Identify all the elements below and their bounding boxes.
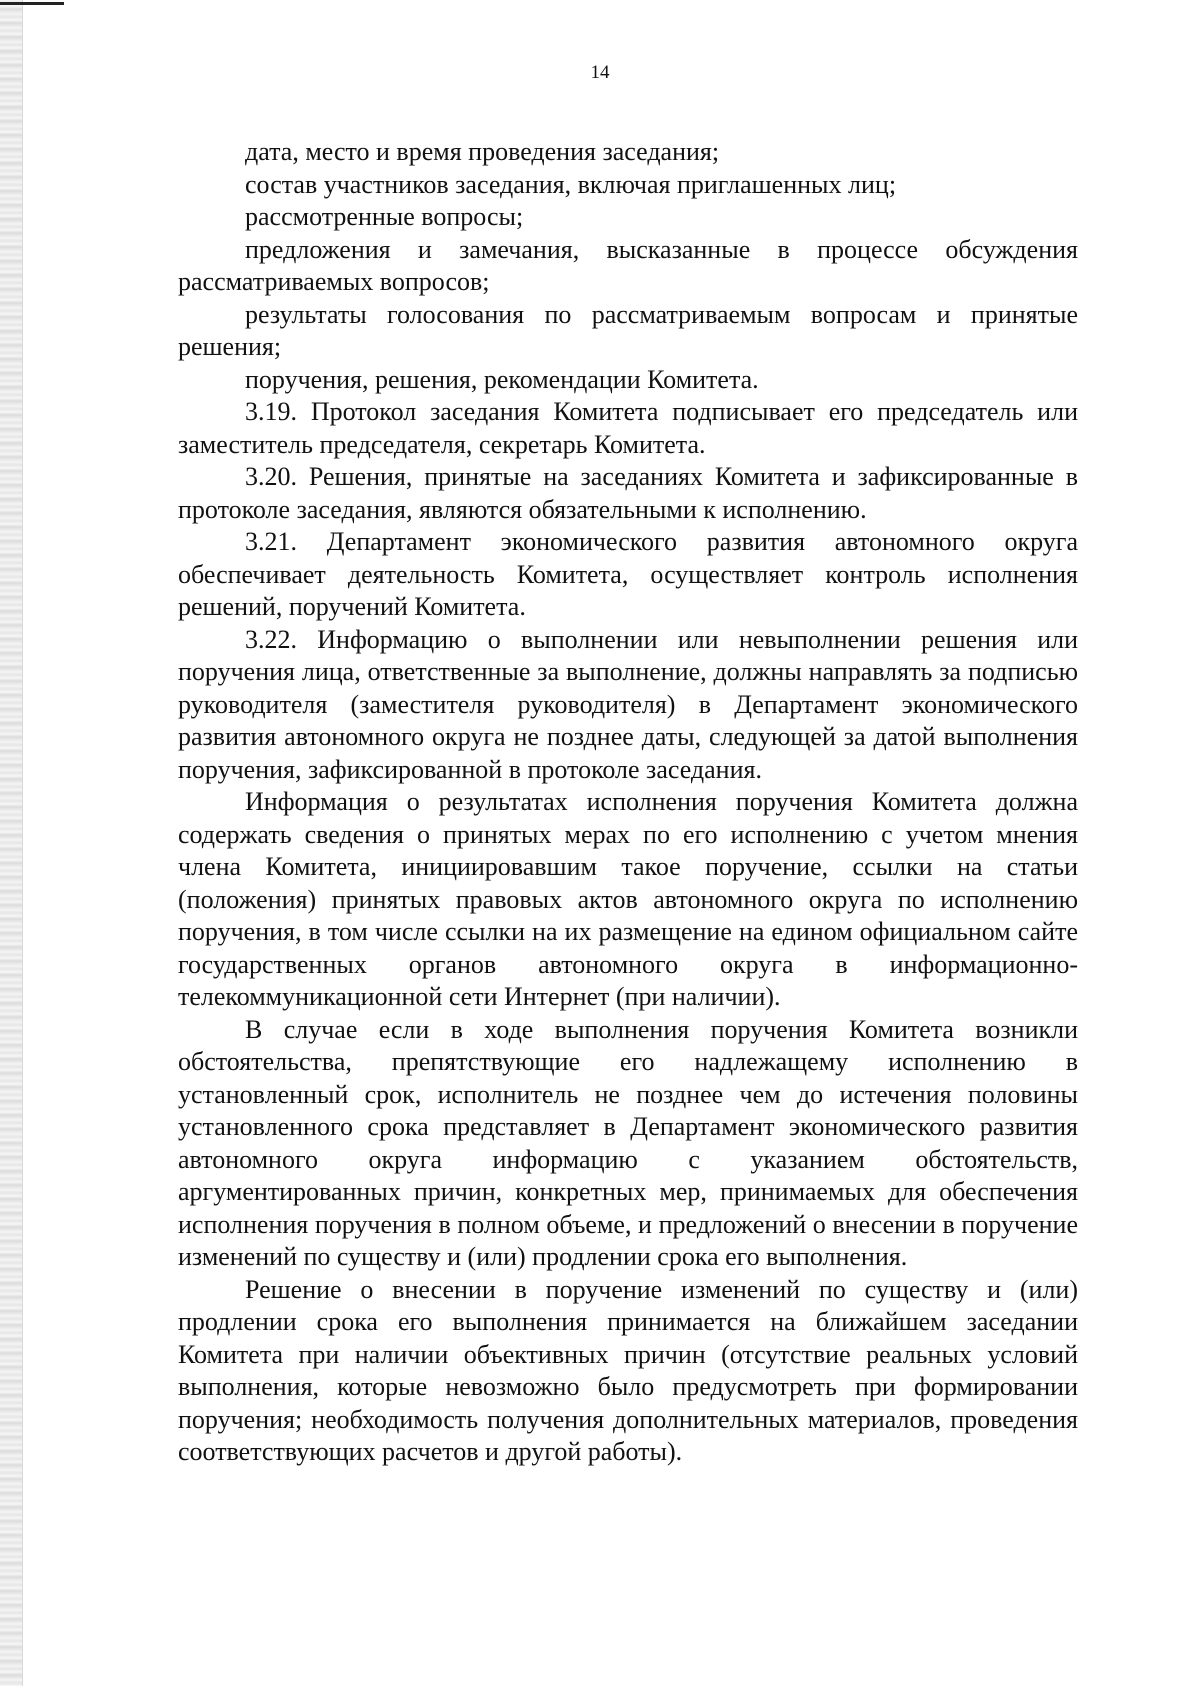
scan-top-mark: [0, 2, 64, 5]
paragraph: поручения, решения, рекомендации Комитета.: [245, 364, 759, 394]
scanned-page-edge: [0, 0, 23, 1686]
paragraph: Информация о результатах исполнения поручения Комитета должна содержать сведения о принятых мерах по его исполнению с учетом мнения члена Комитета, инициировавшим такое поручение, ссылки на статьи (положения) принятых правовых актов автономного округа по исполнению поручения, в том числе ссылки на их размещение на едином официальном сайте государственных органов автономного округа в информационно-телекоммуникационной сети Интернет (при наличии).: [178, 787, 1078, 1011]
paragraph: Решение о внесении в поручение изменений по существу и (или) продлении срока его выполнения принимается на ближайшем заседании Комитета при наличии объективных причин (отсутствие реальных условий выполнения, которые невозможно было предусмотреть при формировании поручения; необходимость получения дополнительных материалов, проведения соответствующих расчетов и другой работы).: [178, 1274, 1078, 1466]
paragraph: дата, место и время проведения заседания;: [245, 137, 720, 166]
paragraph: состав участников заседания, включая приглашенных лиц;: [245, 169, 897, 199]
paragraph: В случае если в ходе выполнения поручения Комитета возникли обстоятельства, препятствующие его надлежащему исполнению в установленный срок, исполнитель не позднее чем до истечения половины установленного срока представляет в Департамент экономического развития автономного округа информацию с указанием обстоятельств, аргументированных причин, конкретных мер, принимаемых для обеспечения исполнения поручения в полном объеме, и предложений о внесении в поручение изменений по существу и (или) продлении срока его выполнения.: [178, 1014, 1078, 1271]
paragraph: 3.19. Протокол заседания Комитета подписывает его председатель или заместитель председателя, секретарь Комитета.: [178, 397, 1078, 459]
paragraph: предложения и замечания, высказанные в процессе обсуждения рассматриваемых вопросов;: [178, 234, 1078, 296]
page-number: 14: [590, 62, 610, 83]
document-body: [178, 136, 1078, 1469]
paragraph: рассмотренные вопросы;: [245, 202, 524, 231]
paragraph: 3.21. Департамент экономического развития автономного округа обеспечивает деятельность Комитета, осуществляет контроль исполнения решений, поручений Комитета.: [178, 527, 1078, 621]
paragraph: результаты голосования по рассматриваемым вопросам и принятые решения;: [178, 299, 1078, 361]
paragraph: 3.22. Информацию о выполнении или невыполнении решения или поручения лица, ответственные за выполнение, должны направлять за подписью руководителя (заместителя руководителя) в Департамент экономического развития автономного округа не позднее даты, следующей за датой выполнения поручения, зафиксированной в протоколе заседания.: [178, 624, 1078, 784]
paragraph: 3.20. Решения, принятые на заседаниях Комитета и зафиксированные в протоколе заседания, являются обязательными к исполнению.: [178, 462, 1078, 524]
